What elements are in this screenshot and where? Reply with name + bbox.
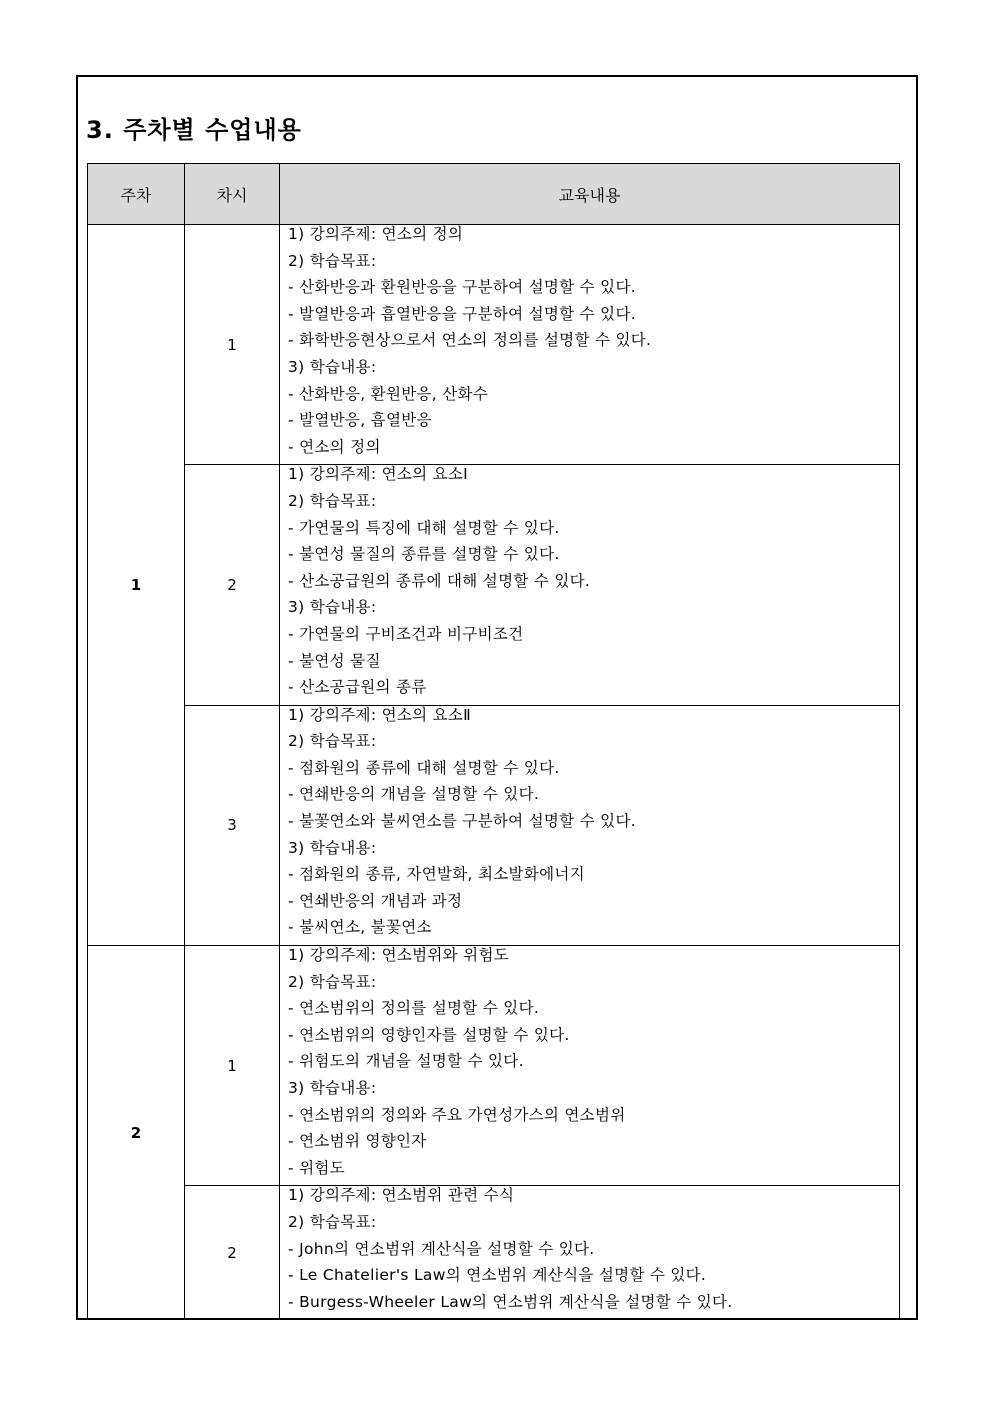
section-title: 3. 주차별 수업내용	[86, 116, 302, 144]
header-session: 차시	[185, 164, 280, 225]
content-line: 1) 강의주제: 연소의 요소Ⅱ	[288, 705, 472, 724]
content-line: - 연소범위 영향인자	[288, 1132, 427, 1151]
week-number-cell: 2	[88, 946, 185, 1320]
content-line: - John의 연소범위 계산식을 설명할 수 있다.	[288, 1239, 595, 1258]
content-line: 3) 학습내용:	[288, 838, 377, 857]
header-week: 주차	[88, 164, 185, 225]
content-line: - 점화원의 종류에 대해 설명할 수 있다.	[288, 758, 560, 777]
content-line: - 연쇄반응의 개념과 과정	[288, 891, 463, 910]
session-number-cell: 3	[185, 705, 280, 945]
content-line: 2) 학습목표:	[288, 251, 377, 270]
session-content-cell	[280, 225, 900, 465]
session-number-cell: 2	[185, 1186, 280, 1320]
content-line: - 화학반응현상으로서 연소의 정의를 설명할 수 있다.	[288, 331, 652, 350]
content-lines	[280, 225, 899, 464]
content-line: 1) 강의주제: 연소범위와 위험도	[288, 946, 509, 965]
content-line: - Burgess-Wheeler Law의 연소범위 계산식을 설명할 수 있다.	[288, 1292, 733, 1311]
content-line: 3) 학습내용:	[288, 357, 377, 376]
content-line: - 위험도의 개념을 설명할 수 있다.	[288, 1052, 524, 1071]
content-lines	[280, 706, 899, 945]
content-line: - 산소공급원의 종류	[288, 678, 427, 697]
content-line: - 산화반응과 환원반응을 구분하여 설명할 수 있다.	[288, 278, 636, 297]
content-line: - 연소범위의 영향인자를 설명할 수 있다.	[288, 1025, 570, 1044]
content-line: - 연쇄반응의 개념을 설명할 수 있다.	[288, 785, 540, 804]
week-number-cell: 1	[88, 225, 185, 946]
content-line: - 발열반응, 흡열반응	[288, 411, 432, 430]
table-row	[88, 225, 900, 465]
content-line: 3) 학습내용:	[288, 1079, 377, 1097]
table-row	[88, 465, 900, 705]
content-line: 1) 강의주제: 연소의 요소Ⅰ	[288, 465, 469, 484]
content-line: - 연소범위의 정의를 설명할 수 있다.	[288, 999, 540, 1018]
content-line: - 불연성 물질의 종류를 설명할 수 있다.	[288, 545, 560, 564]
content-lines	[280, 1186, 899, 1319]
content-line: - 위험도	[288, 1158, 345, 1177]
header-row	[88, 164, 900, 225]
session-number-cell: 1	[185, 225, 280, 465]
content-line: - 연소범위의 정의와 주요 가연성가스의 연소범위	[288, 1105, 626, 1124]
content-line: 1) 강의주제: 연소의 정의	[288, 225, 464, 243]
content-line: 3) 학습내용:	[288, 598, 377, 617]
schedule-table	[87, 163, 900, 1320]
content-line: 1) 강의주제: 연소범위 관련 수식	[288, 1186, 515, 1205]
session-content-cell	[280, 465, 900, 705]
content-line: - 가연물의 특징에 대해 설명할 수 있다.	[288, 518, 560, 537]
session-content-cell	[280, 705, 900, 945]
content-line: - Le Chatelier's Law의 연소범위 계산식을 설명할 수 있다.	[288, 1266, 707, 1285]
content-line: 2) 학습목표:	[288, 491, 377, 510]
content-line: - 산화반응, 환원반응, 산화수	[288, 384, 489, 403]
session-number-cell: 1	[185, 946, 280, 1186]
content-line: - 불씨연소, 불꽃연소	[288, 918, 432, 937]
content-line: 2) 학습목표:	[288, 972, 377, 991]
table-row	[88, 946, 900, 1186]
session-number-cell: 2	[185, 465, 280, 705]
content-line: - 가연물의 구비조건과 비구비조건	[288, 624, 524, 643]
session-content-cell	[280, 946, 900, 1186]
session-content-cell	[280, 1186, 900, 1320]
content-line: - 연소의 정의	[288, 437, 381, 456]
table-row	[88, 1186, 900, 1320]
content-line: - 점화원의 종류, 자연발화, 최소발화에너지	[288, 865, 585, 884]
content-line: - 불꽃연소와 불씨연소를 구분하여 설명할 수 있다.	[288, 812, 636, 831]
header-content: 교육내용	[280, 164, 900, 225]
table-row	[88, 705, 900, 945]
content-lines	[280, 946, 899, 1185]
content-line: 2) 학습목표:	[288, 1212, 377, 1231]
content-line: - 불연성 물질	[288, 651, 381, 670]
content-line: - 발열반응과 흡열반응을 구분하여 설명할 수 있다.	[288, 304, 636, 323]
content-line: - 산소공급원의 종류에 대해 설명할 수 있다.	[288, 571, 591, 590]
content-line: 2) 학습목표:	[288, 732, 377, 751]
content-lines	[280, 465, 899, 704]
